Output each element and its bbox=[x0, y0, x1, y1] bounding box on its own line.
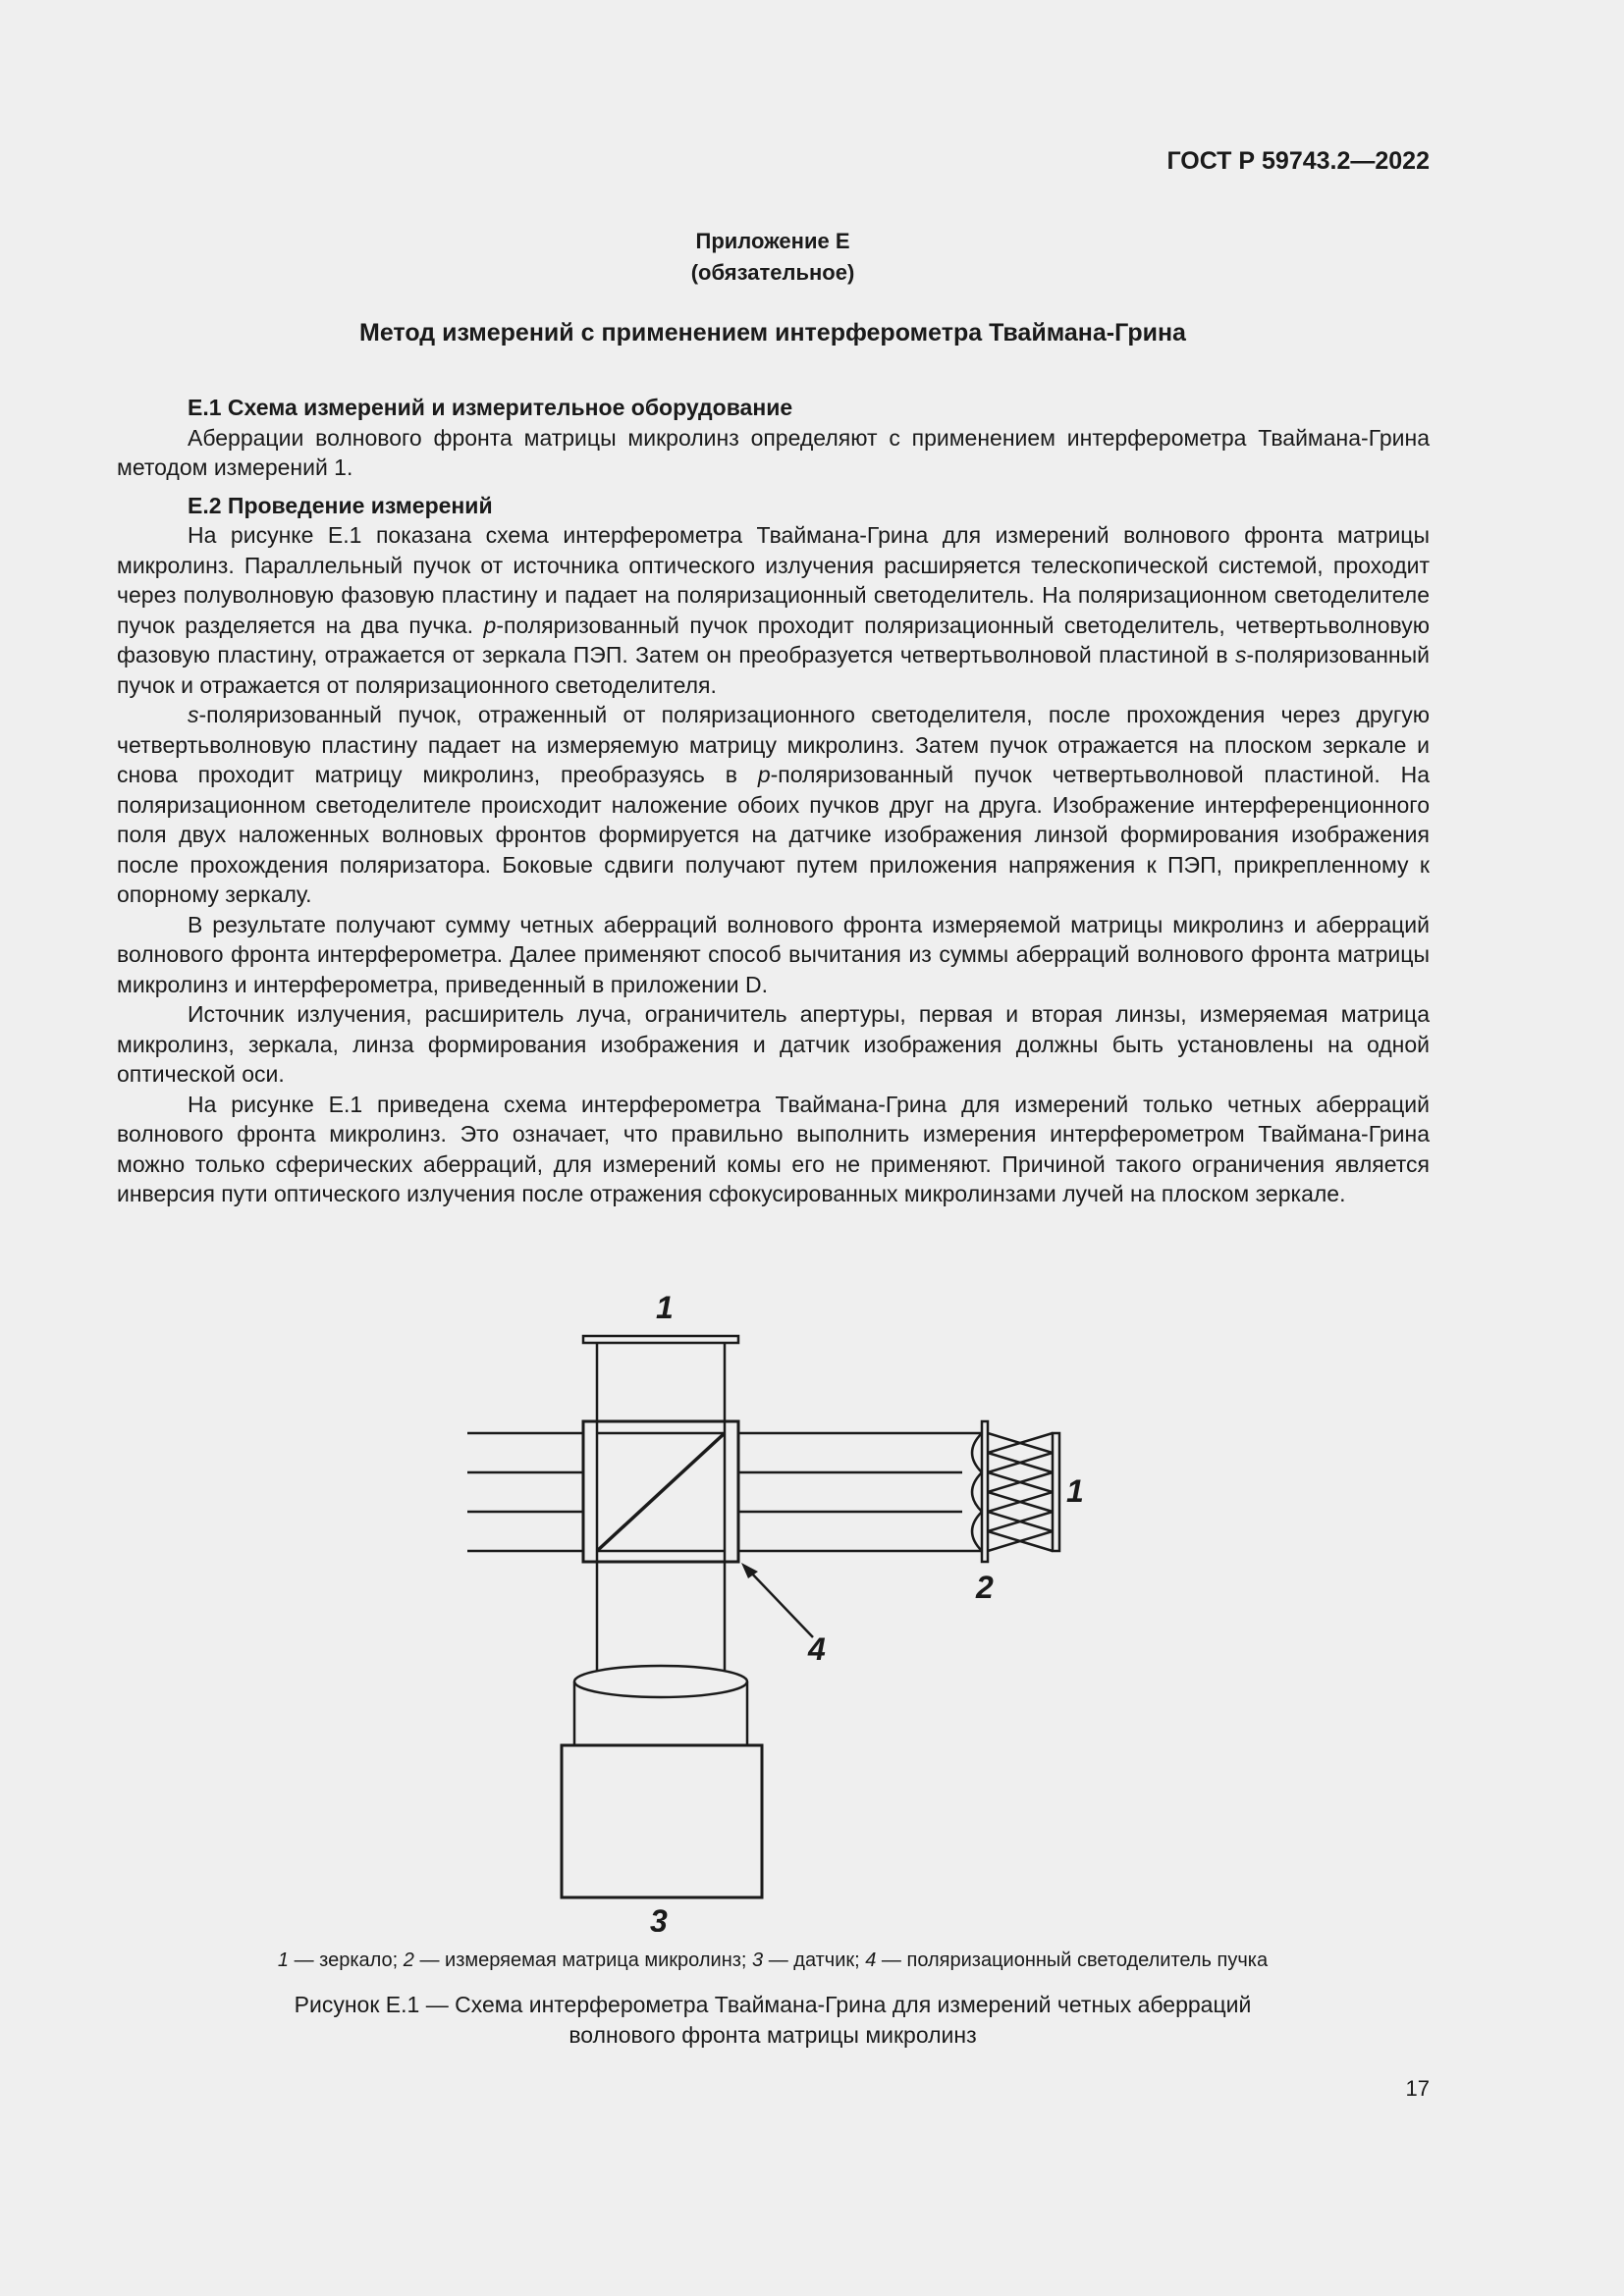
section-2-paragraph-4: Источник излучения, расширитель луча, ограничитель апертуры, первая и вторая линзы, измеряемая матрица микролинз, зеркала, линза формирования изображения и датчик изображения должны быть установлены на одной оптической оси. bbox=[117, 1001, 1430, 1087]
label-3: 3 bbox=[650, 1903, 668, 1932]
section-2-paragraph-5: На рисунке Е.1 приведена схема интерферометра Тваймана-Грина для измерений только четных аберраций волнового фронта микролинз. Это означает, что правильно выполнить измерения интерферометром Тваймана-Грина можно только сферических аберраций, для измерений комы его не применяют. Причиной такого ограничения является инверсия пути оптического излучения после отражения сфокусированных микролинзами лучей на плоском зеркале. bbox=[117, 1091, 1430, 1206]
appendix-header bbox=[0, 226, 1545, 289]
label-1-top: 1 bbox=[656, 1290, 674, 1325]
detector bbox=[562, 1745, 762, 1897]
caption-line-2: волнового фронта матрицы микролинз bbox=[568, 2022, 977, 2048]
right-mirror bbox=[1053, 1433, 1059, 1551]
interferometer-diagram bbox=[452, 1284, 1100, 1932]
section-2-paragraph-1: На рисунке Е.1 показана схема интерферометра Тваймана-Грина для измерений волнового фронта матрицы микролинз. Параллельный пучок от источника оптического излучения расширяется телескопической системой, проходит через полуволновую фазовую пластину и падает на поляризационный светоделитель. На поляризационном светоделителе пучок разделяется на два пучка. p-поляризованный пучок проходит поляризационный светоделитель, четвертьволновую фазовую пластину, отражается от зеркала ПЭП. Затем он преобразуется четвертьволновой пластиной в s-поляризованный пучок и отражается от поляризационного светоделителя. bbox=[117, 522, 1430, 698]
appendix-status: (обязательное) bbox=[690, 260, 855, 285]
microlens-array bbox=[982, 1421, 988, 1562]
section-2-paragraph-3: В результате получают сумму четных аберраций волнового фронта измеряемой матрицы микролинз и аберраций волнового фронта интерферометра. Далее применяют способ вычитания из суммы аберраций волнового фронта матрицы микролинз и интерферометра, приведенный в приложении D. bbox=[117, 911, 1430, 997]
body-text bbox=[117, 393, 1430, 1209]
caption-line-1: Рисунок Е.1 — Схема интерферометра Тваймана-Грина для измерений четных аберраций bbox=[294, 1992, 1252, 2017]
appendix-title: Приложение Е bbox=[695, 229, 850, 253]
section-2-heading: Е.2 Проведение измерений bbox=[188, 492, 493, 518]
section-1-paragraph: Аберрации волнового фронта матрицы микролинз определяют с применением интерферометра Тваймана-Грина методом измерений 1. bbox=[117, 424, 1430, 480]
section-1-heading: Е.1 Схема измерений и измерительное оборудование bbox=[188, 395, 793, 420]
figure-legend: 1 — зеркало; 2 — измеряемая матрица микролинз; 3 — датчик; 4 — поляризационный светоделитель пучка bbox=[277, 1949, 1269, 1971]
label-1-right: 1 bbox=[1066, 1473, 1084, 1509]
label-4: 4 bbox=[808, 1631, 826, 1667]
label-2: 2 bbox=[976, 1570, 994, 1605]
top-mirror bbox=[583, 1336, 738, 1343]
imaging-lens bbox=[574, 1666, 747, 1697]
figure-caption bbox=[0, 1990, 1545, 2051]
main-title: Метод измерений с применением интерферометра Тваймана-Грина bbox=[359, 319, 1186, 347]
section-2-paragraph-2: s-поляризованный пучок, отраженный от поляризационного светоделителя, после прохождения через другую четвертьволновую пластину падает на измеряемую матрицу микролинз. Затем пучок отражается на плоском зеркале и снова проходит матрицу микролинз, преобразуясь в p-поляризованный пучок четвертьволновой пластиной. На поляризационном светоделителе происходит наложение обоих пучков друг на друга. Изображение интерференционного поля двух наложенных волновых фронтов формируется на датчике изображения линзой формирования изображения после прохождения поляризатора. Боковые сдвиги получают путем приложения напряжения к ПЭП, прикрепленному к опорному зеркалу. bbox=[117, 702, 1430, 907]
page-number: 17 bbox=[1405, 2076, 1430, 2101]
document-code: ГОСТ Р 59743.2—2022 bbox=[1166, 147, 1430, 175]
